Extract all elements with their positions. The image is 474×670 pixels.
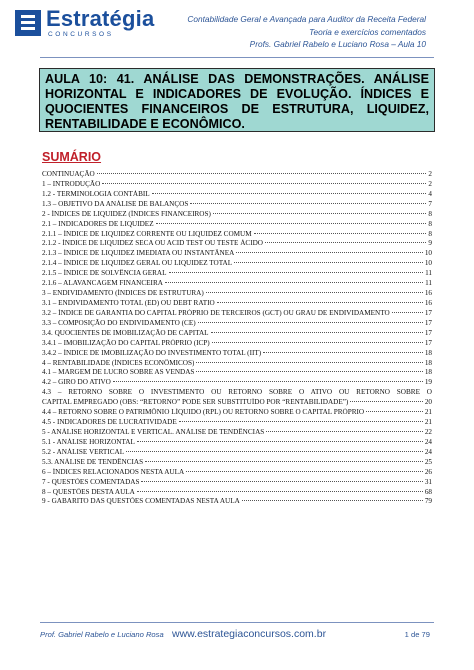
toc-entry-title: 1 – INTRODUÇÃO: [42, 179, 101, 188]
toc-entry-title: 2.1.4 – ÍNDICE DE LIQUIDEZ GERAL OU LIQUIDEZ TOTAL: [42, 259, 233, 268]
toc-entry[interactable]: [42, 190, 432, 200]
toc-entry-title: 4.1 – MARGEM DE LUCRO SOBRE AS VENDAS: [42, 368, 195, 377]
toc-entry[interactable]: [42, 378, 432, 388]
toc-entry-title: 2.1 – INDICADORES DE LIQUIDEZ: [42, 219, 154, 228]
toc-dot-leader: [126, 451, 423, 452]
toc-entry[interactable]: [42, 200, 432, 210]
toc-entry[interactable]: [42, 259, 432, 269]
toc-entry-page: 68: [424, 487, 432, 496]
toc-dot-leader: [190, 203, 426, 204]
toc-entry-title: 1.3 – OBJETIVO DA ANÁLISE DE BALANÇOS: [42, 199, 189, 208]
toc-entry-page: 18: [424, 358, 432, 367]
lesson-title: AULA 10: 41. ANÁLISE DAS DEMONSTRAÇÕES. ANÁLISE HORIZONTAL E INDICADORES DE EVOLUÇÃO. ÍNDICES E QUOCIENTES FINANCEIROS DE ESTRUTURA, LIQUIDEZ, RENTABILIDADE E ECONÔMICO.: [39, 68, 435, 132]
toc-dot-leader: [266, 431, 423, 432]
toc-dot-leader: [186, 471, 423, 472]
toc-entry-page: 18: [424, 368, 432, 377]
toc-entry-page: 10: [424, 259, 432, 268]
toc-entry[interactable]: [42, 329, 432, 339]
toc-dot-leader: [206, 292, 423, 293]
toc-entry[interactable]: [42, 398, 432, 408]
toc-entry[interactable]: [42, 319, 432, 329]
toc-entry-title: 2.1.6 – ALAVANCAGEM FINANCEIRA: [42, 279, 163, 288]
toc-entry[interactable]: [42, 279, 432, 289]
toc-entry[interactable]: [42, 210, 432, 220]
toc-dot-leader: [265, 242, 426, 243]
toc-entry-title: 2 - ÍNDICES DE LIQUIDEZ (ÍNDICES FINANCEIROS): [42, 209, 211, 218]
toc-entry-title: 3.2 – ÍNDICE DE GARANTIA DO CAPITAL PRÓPRIO DE TERCEIROS (GCT) OU GRAU DE ENDIVIDAMENTO: [42, 308, 390, 317]
toc-entry-title: 2.1.1 – ÍNDICE DE LIQUIDEZ CORRENTE OU LIQUIDEZ COMUM: [42, 229, 252, 238]
toc-entry[interactable]: [42, 388, 432, 398]
toc-entry-page: 11: [425, 279, 432, 288]
toc-entry-title: 3 – ENDIVIDAMENTO (ÍNDICES DE ESTRUTURA): [42, 289, 204, 298]
toc-entry-page: 2: [428, 179, 432, 188]
toc-dot-leader: [254, 233, 427, 234]
toc-entry-page: 18: [424, 348, 432, 357]
toc-dot-leader: [137, 491, 423, 492]
toc-entry-page: 16: [424, 289, 432, 298]
header-course: Contabilidade Geral e Avançada para Auditor da Receita Federal: [187, 14, 426, 24]
toc-entry-page: 24: [424, 447, 432, 456]
toc-entry-title: 8 – QUESTÕES DESTA AULA: [42, 487, 135, 496]
toc-entry-title: 3.3 – COMPOSIÇÃO DO ENDIVIDAMENTO (CE): [42, 318, 196, 327]
footer-website-link[interactable]: www.estrategiaconcursos.com.br: [172, 628, 327, 640]
toc-entry[interactable]: [42, 299, 432, 309]
toc-entry[interactable]: [42, 359, 432, 369]
toc-entry-title: CONTINUAÇÃO: [42, 170, 95, 178]
toc-dot-leader: [156, 223, 427, 224]
toc-entry-page: 19: [424, 378, 432, 387]
toc-entry-title: 3.1 – ENDIVIDAMENTO TOTAL (ED) OU DEBT RATIO: [42, 298, 215, 307]
toc-dot-leader: [392, 312, 423, 313]
toc-dot-leader: [236, 252, 423, 253]
toc-entry-title: 2.1.3 – ÍNDICE DE LIQUIDEZ IMEDIATA OU INSTANTÂNEA: [42, 249, 235, 258]
toc-entry-page: 24: [424, 437, 432, 446]
toc-entry-title: 5.1 - ANÁLISE HORIZONTAL: [42, 437, 135, 446]
page-header: [187, 13, 426, 51]
toc-dot-leader: [137, 441, 423, 442]
toc-entry-page: 25: [424, 457, 432, 466]
toc-entry[interactable]: [42, 458, 432, 468]
toc-entry[interactable]: [42, 170, 432, 180]
toc-dot-leader: [102, 183, 426, 184]
toc-entry-title: 4 – RENTABILIDADE (ÍNDICES ECONÔMICOS): [42, 358, 195, 367]
toc-entry[interactable]: [42, 269, 432, 279]
toc-entry-title: 1.2 - TERMINOLOGIA CONTÁBIL: [42, 189, 150, 198]
toc-dot-leader: [145, 461, 423, 462]
toc-entry[interactable]: [42, 468, 432, 478]
toc-entry[interactable]: [42, 497, 432, 507]
toc-entry-page: 79: [424, 497, 432, 506]
estrategia-logo: [15, 8, 155, 44]
toc-entry[interactable]: [42, 220, 432, 230]
toc-entry-page: 16: [424, 298, 432, 307]
toc-dot-leader: [212, 342, 423, 343]
toc-entry[interactable]: [42, 368, 432, 378]
toc-entry[interactable]: [42, 438, 432, 448]
toc-dot-leader: [113, 381, 423, 382]
toc-entry[interactable]: [42, 488, 432, 498]
header-divider: [40, 57, 434, 58]
toc-entry-title: 3.4.1 – IMOBILIZAÇÃO DO CAPITAL PRÓPRIO (ICP): [42, 338, 210, 347]
toc-entry-page: 7: [428, 199, 432, 208]
toc-dot-leader: [234, 262, 423, 263]
header-authors: Profs. Gabriel Rabelo e Luciano Rosa – Aula 10: [249, 39, 426, 49]
toc-entry-title: 4.3 – RETORNO SOBRE O INVESTIMENTO OU RETORNO SOBRE O ATIVO OU RETORNO SOBRE O: [42, 388, 432, 397]
toc-entry-page: 20: [424, 398, 432, 407]
toc-entry[interactable]: [42, 349, 432, 359]
toc-entry-page: 21: [424, 408, 432, 417]
toc-entry-title: 4.4 – RETORNO SOBRE O PATRIMÔNIO LÍQUIDO (RPL) OU RETORNO SOBRE O CAPITAL PRÓPRIO: [42, 408, 365, 417]
toc-entry[interactable]: [42, 239, 432, 249]
toc-entry-title: CAPITAL EMPREGADO (OBS: “RETORNO” PODE SER SUBSTITUÍDO POR “RENTABILIDADE”): [42, 398, 349, 407]
toc-dot-leader: [196, 371, 422, 372]
toc-entry-title: 4.5 - INDICADORES DE LUCRATIVIDADE: [42, 418, 177, 427]
toc-entry-title: 2.1.5 – ÍNDICE DE SOLVÊNCIA GERAL: [42, 269, 167, 278]
toc-entry[interactable]: [42, 289, 432, 299]
toc-entry-page: 21: [424, 418, 432, 427]
toc-entry-page: 22: [424, 427, 432, 436]
toc-entry[interactable]: [42, 180, 432, 190]
toc-dot-leader: [263, 352, 423, 353]
toc-entry[interactable]: [42, 230, 432, 240]
toc-entry-page: 9: [428, 239, 432, 248]
toc-dot-leader: [141, 481, 422, 482]
footer-authors: Prof. Gabriel Rabelo e Luciano Rosa: [40, 630, 164, 639]
toc-entry[interactable]: [42, 448, 432, 458]
toc-entry-title: 5.3. ANÁLISE DE TENDÊNCIAS: [42, 457, 144, 466]
toc-entry-title: 5.2 - ANÁLISE VERTICAL: [42, 447, 125, 456]
toc-dot-leader: [211, 332, 423, 333]
page-number: 1 de 79: [404, 630, 430, 639]
toc-entry-title: 4.2 – GIRO DO ATIVO: [42, 378, 111, 387]
toc-dot-leader: [152, 193, 427, 194]
toc-entry-page: 8: [428, 209, 432, 218]
toc-entry[interactable]: [42, 418, 432, 428]
toc-dot-leader: [196, 362, 422, 363]
toc-entry-title: 3.4.2 – ÍNDICE DE IMOBILIZAÇÃO DO INVESTIMENTO TOTAL (IIT): [42, 348, 262, 357]
toc-entry[interactable]: [42, 408, 432, 418]
toc-entry-page: 10: [424, 249, 432, 258]
toc-entry-page: 31: [424, 477, 432, 486]
summary-heading: SUMÁRIO: [42, 150, 102, 164]
toc-entry-page: 2: [428, 170, 432, 178]
toc-dot-leader: [366, 411, 423, 412]
toc-entry-title: 5 - ANÁLISE HORIZONTAL E VERTICAL. ANÁLISE DE TENDÊNCIAS: [42, 427, 265, 436]
toc-entry-page: 4: [428, 189, 432, 198]
toc-entry-page: 11: [425, 269, 432, 278]
toc-entry[interactable]: [42, 428, 432, 438]
toc-dot-leader: [350, 401, 423, 402]
toc-dot-leader: [198, 322, 423, 323]
toc-entry-title: 6 – ÍNDICES RELACIONADOS NESTA AULA: [42, 467, 185, 476]
logo-subtitle: CONCURSOS: [48, 31, 114, 38]
toc-entry-page: 17: [424, 318, 432, 327]
toc-entry-page: 8: [428, 219, 432, 228]
toc-entry-title: 2.1.2 - ÍNDICE DE LIQUIDEZ SECA OU ACID TEST OU TESTE ÁCIDO: [42, 239, 264, 248]
toc-entry-title: 7 - QUESTÕES COMENTADAS: [42, 477, 140, 486]
toc-entry-page: 8: [428, 229, 432, 238]
logo-mark-icon: [15, 10, 41, 36]
footer-divider: [40, 622, 434, 623]
logo-brand: Estratégia: [46, 6, 155, 31]
toc-entry[interactable]: [42, 249, 432, 259]
table-of-contents: [42, 170, 432, 507]
toc-dot-leader: [97, 173, 427, 174]
toc-entry[interactable]: [42, 309, 432, 319]
toc-entry[interactable]: [42, 478, 432, 488]
toc-entry-page: 26: [424, 467, 432, 476]
toc-entry[interactable]: [42, 339, 432, 349]
toc-entry-page: 17: [424, 328, 432, 337]
toc-dot-leader: [169, 272, 424, 273]
toc-entry-title: 3.4. QUOCIENTES DE IMOBILIZAÇÃO DE CAPITAL: [42, 328, 209, 337]
toc-entry-page: 17: [424, 338, 432, 347]
header-subtitle: Teoria e exercícios comentados: [309, 26, 426, 37]
toc-dot-leader: [213, 213, 427, 214]
toc-dot-leader: [242, 500, 423, 501]
toc-dot-leader: [217, 302, 423, 303]
toc-dot-leader: [179, 421, 423, 422]
toc-dot-leader: [165, 282, 423, 283]
toc-entry-title: 9 - GABARITO DAS QUESTÕES COMENTADAS NESTA AULA: [42, 497, 240, 506]
toc-entry-page: 17: [424, 308, 432, 317]
